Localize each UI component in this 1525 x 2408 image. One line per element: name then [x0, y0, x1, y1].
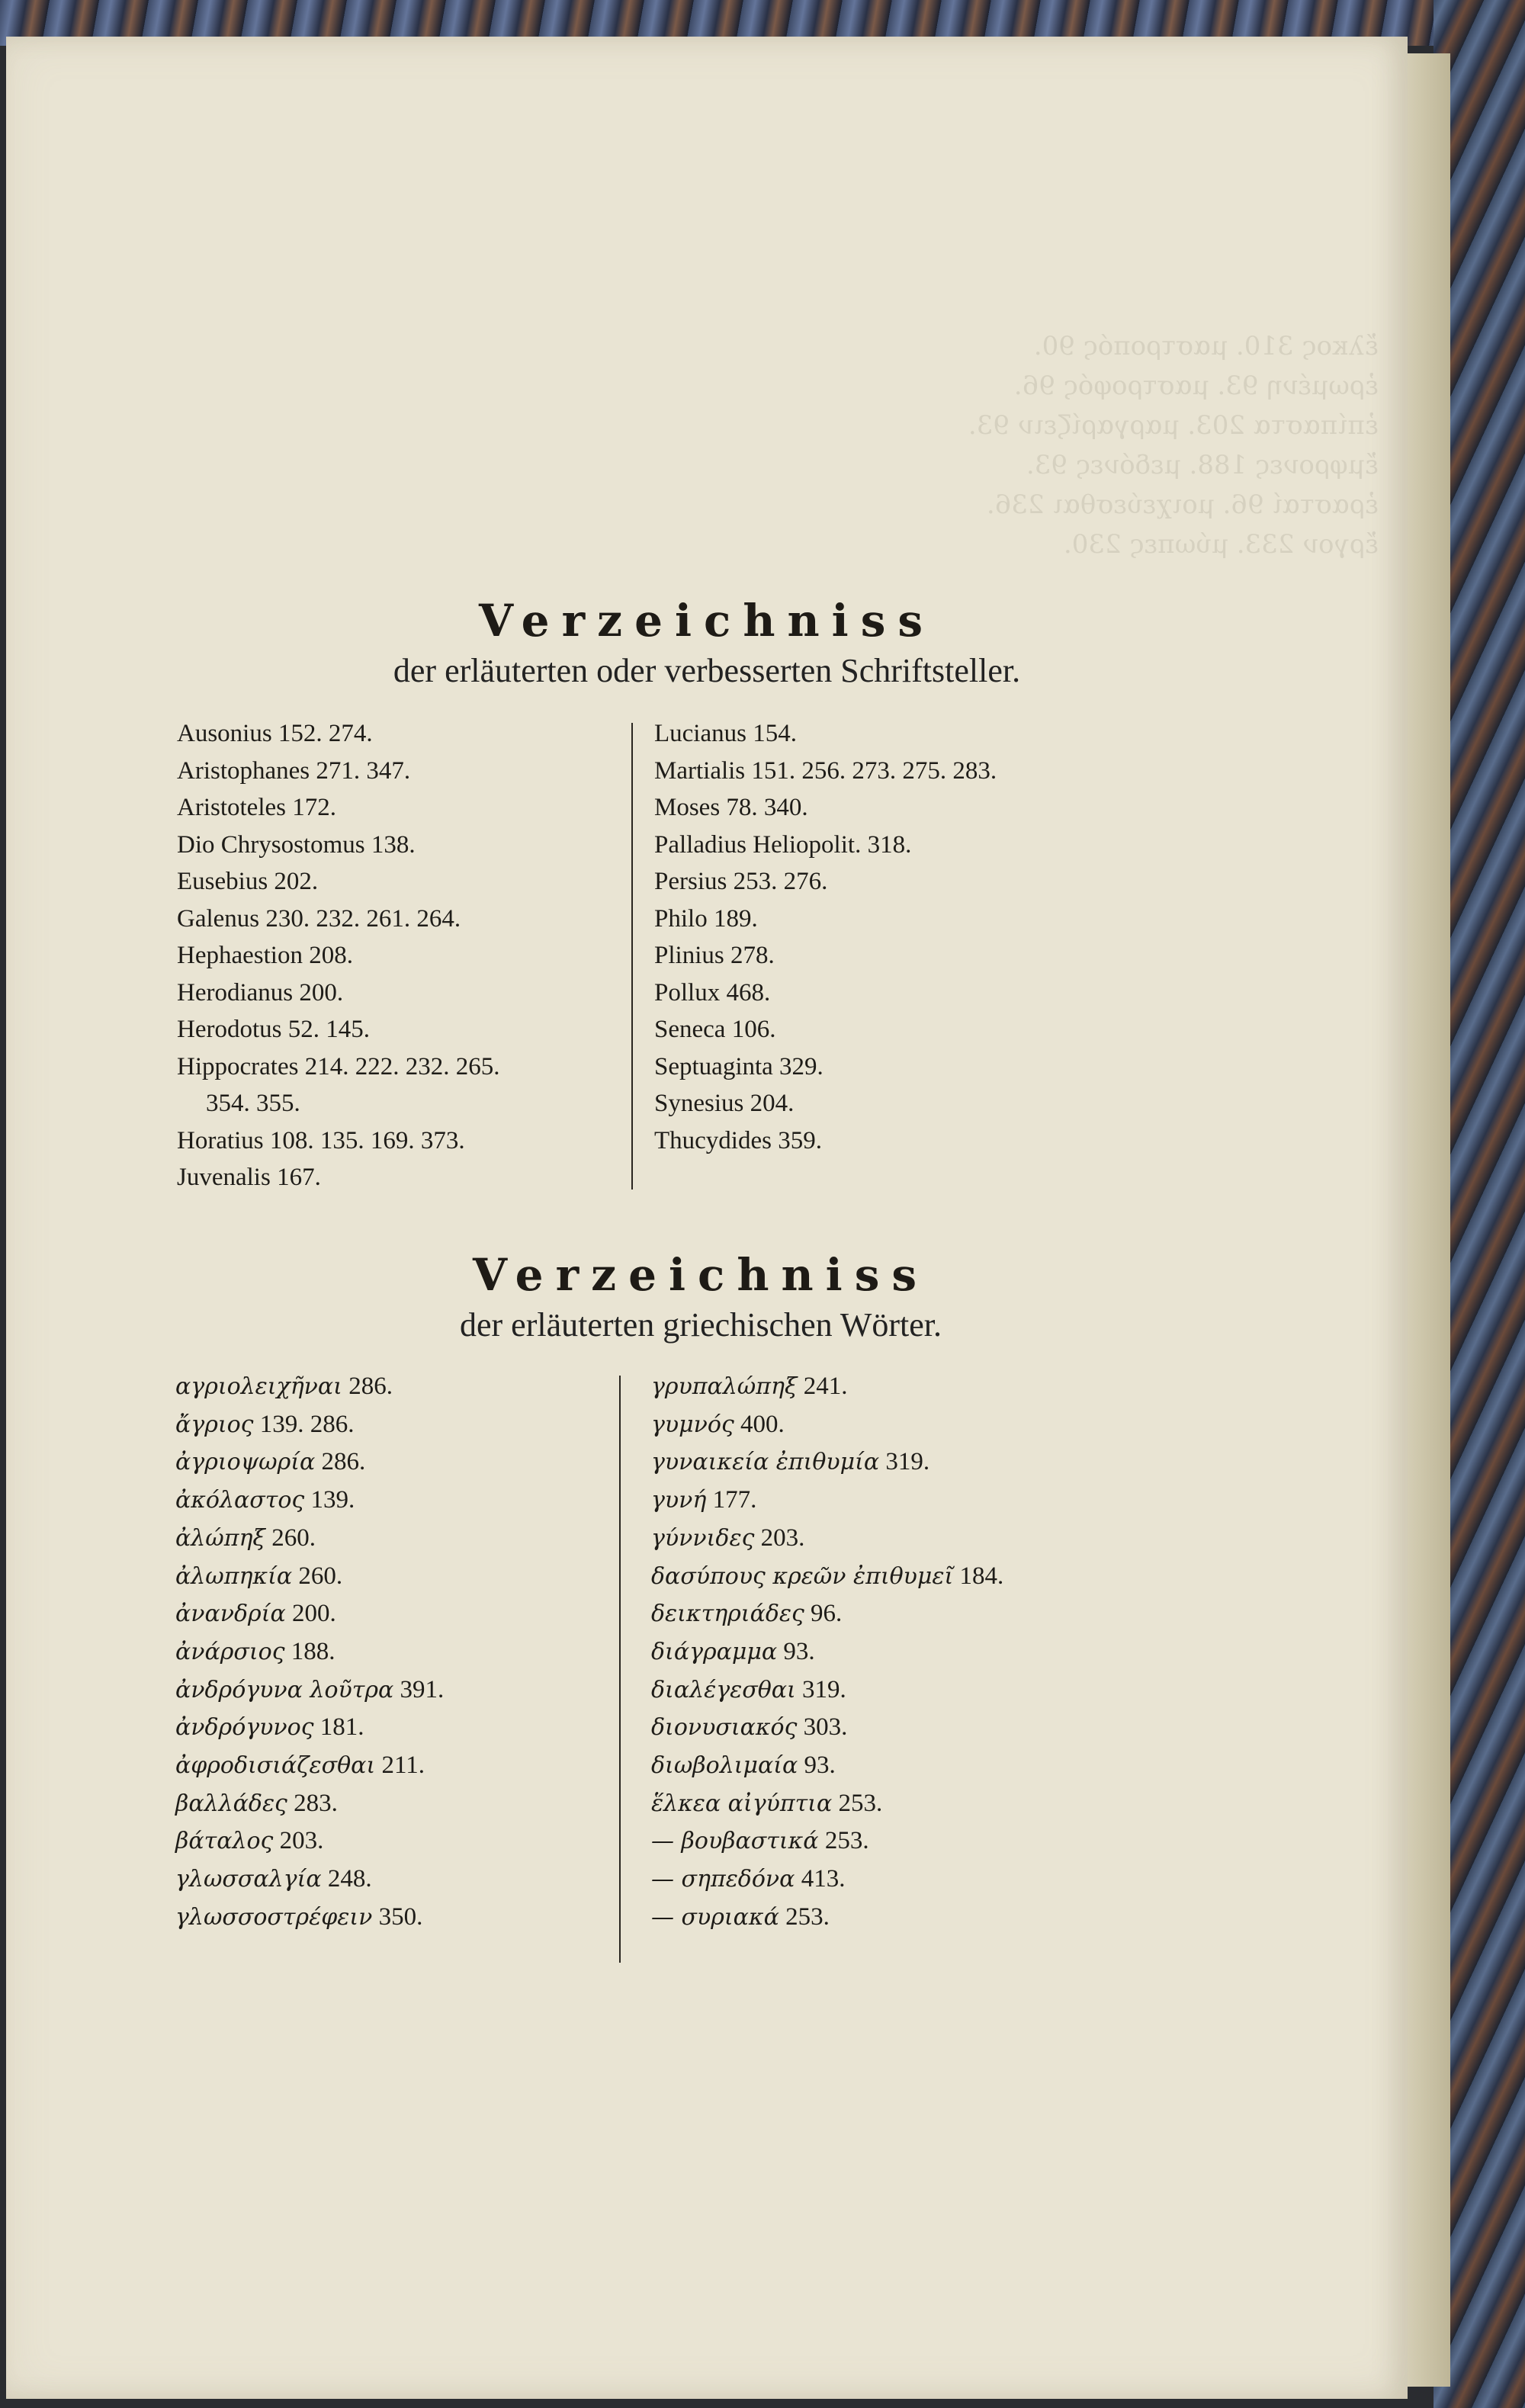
greek-word: ἀνδρόγυνα λοῦτρα — [175, 1676, 394, 1703]
author-entry: Palladius Heliopolit. 318. — [654, 830, 912, 859]
greek-word: — βουβαστικά — [651, 1828, 819, 1855]
greek-word-entry — [651, 1822, 1003, 1861]
greek-word: διάγραμμα — [651, 1638, 778, 1665]
page-reference: 391. — [393, 1675, 445, 1703]
author-entry: Lucianus 154. — [654, 720, 797, 747]
page-reference: 413. — [795, 1865, 846, 1893]
page-reference: 177. — [706, 1486, 757, 1514]
greek-word: — συριακά — [651, 1903, 779, 1931]
page-reference: 203. — [754, 1523, 805, 1552]
greek-word: δεικτηριάδες — [651, 1601, 804, 1628]
greek-word: γύννιδες — [651, 1524, 755, 1552]
author-entry: Herodianus 200. — [177, 978, 344, 1007]
authors-column-left — [177, 715, 499, 1196]
greek-word-entry — [651, 1899, 1003, 1937]
author-entry: Horatius 108. 135. 169. 373. — [177, 1126, 465, 1154]
greek-word-entry — [651, 1482, 1003, 1520]
greek-words-column-right — [651, 1368, 1003, 1937]
greek-word-entry — [651, 1861, 1003, 1899]
greek-word-entry — [651, 1520, 1003, 1558]
greek-word: ἀλωπηκία — [175, 1562, 293, 1590]
authors-index-subtitle: der erläuterten oder verbesserten Schriftsteller. — [393, 652, 1021, 689]
greek-word: ἀγριοψωρία — [175, 1449, 316, 1476]
greek-word: ἀφροδισιάζεσθαι — [175, 1752, 376, 1780]
greek-word-entry — [175, 1861, 444, 1899]
page-reference: 253. — [832, 1789, 883, 1817]
page-reference: 400. — [734, 1410, 785, 1438]
page-reference: 253. — [779, 1902, 830, 1931]
column-divider — [631, 723, 633, 1190]
author-entry: Eusebius 202. — [177, 868, 319, 895]
page-reference: 188. — [284, 1637, 336, 1665]
page-reference: 286. — [315, 1448, 366, 1476]
greek-word-entry — [175, 1558, 444, 1596]
page-reference: 283. — [287, 1789, 338, 1817]
authors-index-title: Verzeichniss — [479, 595, 935, 647]
greek-word-entry — [175, 1443, 444, 1482]
author-entry: Dio Chrysostomus 138. — [177, 830, 416, 859]
page-reference: 253. — [818, 1827, 869, 1855]
page-reference: 203. — [273, 1827, 324, 1855]
author-entry: Aristoteles 172. — [177, 794, 336, 821]
page-reference: 241. — [797, 1373, 848, 1400]
page-reference: 181. — [313, 1713, 364, 1742]
page-reference: 248. — [321, 1865, 372, 1893]
authors-column-right — [654, 715, 997, 1159]
author-entry: Martialis 151. 256. 273. 275. 283. — [654, 756, 997, 785]
page-reference: 260. — [265, 1523, 316, 1552]
greek-word: γυμνός — [651, 1411, 734, 1438]
author-entry: Moses 78. 340. — [654, 794, 808, 821]
greek-word-entry — [651, 1443, 1003, 1482]
page-reference: 319. — [879, 1448, 930, 1476]
greek-word: ἀλώπηξ — [175, 1524, 265, 1552]
greek-word: γυνή — [651, 1487, 707, 1514]
page-reference: 319. — [795, 1675, 846, 1703]
author-entry: Thucydides 359. — [654, 1126, 822, 1154]
author-entry: Hippocrates 214. 222. 232. 265. — [177, 1052, 500, 1080]
greek-word: ἀνδρόγυνος — [175, 1714, 314, 1742]
author-entry: Persius 253. 276. — [654, 868, 828, 895]
author-entry: 354. 355. — [206, 1090, 300, 1117]
page-reference: 303. — [797, 1713, 848, 1742]
greek-word: — σηπεδόνα — [651, 1866, 795, 1893]
author-entry: Pollux 468. — [654, 978, 771, 1007]
page-reference: 96. — [804, 1600, 843, 1628]
greek-word-entry — [651, 1368, 1003, 1406]
greek-word: γρυπαλώπηξ — [651, 1373, 798, 1400]
page-reference: 350. — [372, 1902, 423, 1931]
author-entry: Herodotus 52. 145. — [177, 1016, 370, 1043]
greek-word: ἕλκεα αἰγύπτια — [651, 1790, 833, 1817]
page-reference: 260. — [292, 1562, 343, 1590]
page-reference: 139. — [304, 1486, 355, 1514]
greek-word-entry — [651, 1671, 1003, 1710]
greek-word-entry — [651, 1633, 1003, 1671]
greek-word: ἀκόλαστος — [175, 1487, 305, 1514]
greek-words-column-left — [175, 1368, 444, 1937]
greek-word-entry — [651, 1558, 1003, 1596]
greek-word-entry — [175, 1785, 444, 1823]
greek-word: ἀνανδρία — [175, 1601, 286, 1628]
author-entry: Ausonius 152. 274. — [177, 720, 373, 747]
greek-word-entry — [175, 1633, 444, 1671]
greek-word: γλωσσοστρέφειν — [175, 1903, 373, 1931]
greek-word: γλωσσαλγία — [175, 1866, 322, 1893]
greek-word: διωβολιμαία — [651, 1752, 798, 1780]
page-reference: 93. — [798, 1751, 836, 1780]
greek-word: διαλέγεσθαι — [651, 1676, 796, 1703]
greek-word-entry — [651, 1595, 1003, 1633]
greek-word: ἀνάρσιος — [175, 1638, 285, 1665]
author-entry: Philo 189. — [654, 904, 758, 933]
greek-word: γυναικεία ἐπιθυμία — [651, 1449, 880, 1476]
author-entry: Galenus 230. 232. 261. 264. — [177, 904, 461, 933]
page-reference: 211. — [375, 1751, 425, 1780]
author-entry: Seneca 106. — [654, 1016, 776, 1043]
greek-word-entry — [651, 1709, 1003, 1747]
author-entry: Hephaestion 208. — [177, 942, 353, 969]
greek-word-entry — [175, 1747, 444, 1785]
greek-word-entry — [175, 1482, 444, 1520]
page-reference: 286. — [342, 1373, 393, 1400]
greek-word: διονυσιακός — [651, 1714, 798, 1742]
greek-word: βάταλος — [175, 1828, 274, 1855]
greek-word-entry — [175, 1595, 444, 1633]
greek-word-entry — [651, 1747, 1003, 1785]
greek-word-entry — [175, 1709, 444, 1747]
greek-index-title: Verzeichniss — [473, 1249, 929, 1301]
greek-word-entry — [651, 1406, 1003, 1444]
author-entry: Aristophanes 271. 347. — [177, 756, 411, 785]
greek-word-entry — [651, 1785, 1003, 1823]
page-reference: 184. — [953, 1562, 1004, 1590]
greek-word-entry — [175, 1899, 444, 1937]
greek-word-entry — [175, 1520, 444, 1558]
author-entry: Synesius 204. — [654, 1090, 795, 1117]
greek-word: δασύπους κρεῶν ἐπιθυμεῖ — [651, 1562, 954, 1590]
page-reference: 200. — [285, 1600, 336, 1628]
author-entry: Juvenalis 167. — [177, 1164, 321, 1191]
author-entry: Septuaginta 329. — [654, 1052, 824, 1080]
column-divider — [619, 1376, 621, 1963]
author-entry: Plinius 278. — [654, 942, 775, 969]
page-reference: 139. 286. — [253, 1410, 355, 1438]
greek-word-entry — [175, 1822, 444, 1861]
greek-index-subtitle: der erläuterten griechischen Wörter. — [460, 1306, 942, 1344]
greek-word: αγριολειχῆναι — [175, 1373, 342, 1400]
book-page — [6, 37, 1408, 2399]
page-reference: 93. — [777, 1637, 815, 1665]
greek-word-entry — [175, 1671, 444, 1710]
greek-word-entry — [175, 1406, 444, 1444]
greek-word: ἄγριος — [175, 1411, 254, 1438]
greek-word: βαλλάδες — [175, 1790, 287, 1817]
greek-word-entry — [175, 1368, 444, 1406]
bleed-through-text: ἔλκος 310. μαστροπός 90. ἐρωμένη 93. μαστροφός 96. ἐπίπαστα 203. μαργαρίζειν 93. ἔμφρονες 188. μεδόνες 93. ἐρασταί 96. μοιχεύεσθαι 236. ἔργον 233. μύωπες 230. — [968, 331, 1379, 560]
